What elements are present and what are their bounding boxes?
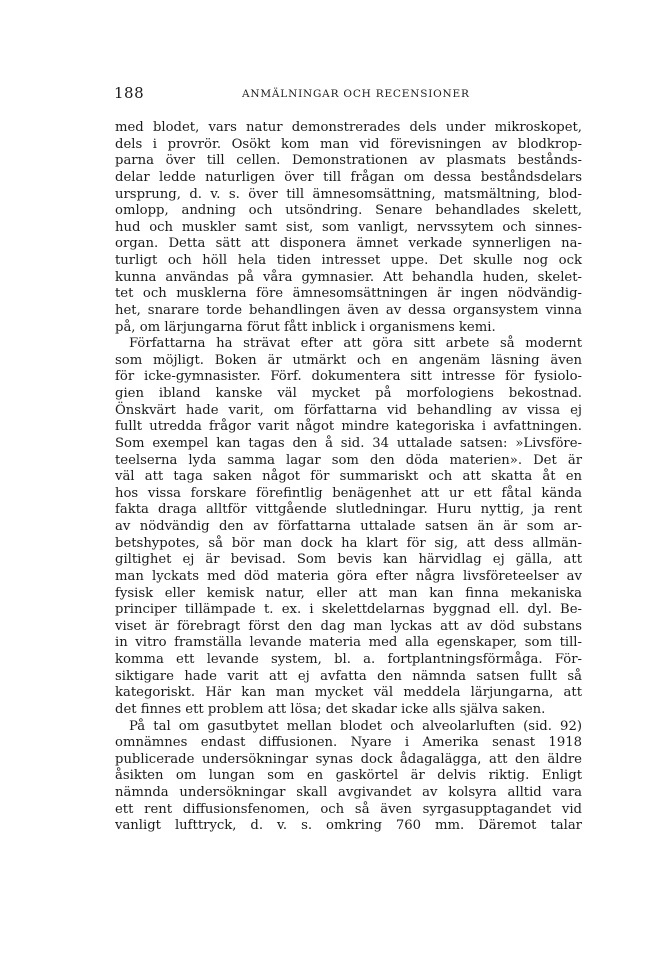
text-line: med blodet, vars natur demonstrerades dels under mikroskopet, xyxy=(115,120,582,135)
text-line: av nödvändig den av författarna uttalade satsen än är som ar- xyxy=(115,519,582,534)
text-line: delar ledde naturligen över till frågan om dessa beståndsdelars xyxy=(115,169,582,185)
text-line: giltighet ej är bevisad. Som bevis kan härvidlag ej gälla, att xyxy=(115,552,582,568)
page-body xyxy=(115,120,582,835)
text-line: kategoriskt. Här kan man mycket väl meddela lärjungarna, att xyxy=(115,685,582,701)
text-line: gien ibland kanske väl mycket på morfologiens bekostnad. xyxy=(115,386,582,401)
text-line: organ. Detta sätt att disponera ämnet verkade synnerligen na- xyxy=(115,236,582,252)
text-line: åsikten om lungan som en gaskörtel är delvis riktig. Enligt xyxy=(115,768,582,784)
text-line: parna över till cellen. Demonstrationen av plasmats bestånds- xyxy=(115,153,582,169)
text-line: ursprung, d. v. s. över till ämnesomsättning, matsmältning, blod- xyxy=(115,186,582,202)
paragraph-last-line: på, om lärjungarna förut fått inblick i organismens kemi. xyxy=(115,319,496,335)
paragraph-first-line: På tal om gasutbytet mellan blodet och alveolarluften (sid. 92) xyxy=(129,718,582,734)
text-line: hos vissa forskare förefintlig benägenhet att ur ett fåtal kända xyxy=(115,485,582,501)
paragraph-first-line: Författarna ha strävat efter att göra sitt arbete så modernt xyxy=(129,336,582,352)
text-line: fysisk eller kemisk natur, eller att man kan finna mekaniska xyxy=(115,585,582,601)
text-line: omnämnes endast diffusionen. Nyare i Amerika senast 1918 xyxy=(115,735,582,751)
text-line: teelserna lyda samma lagar som den döda materien». Det är xyxy=(115,452,582,468)
text-line: som möjligt. Boken är utmärkt och en angenäm läsning även xyxy=(115,352,582,368)
text-line: betshypotes, så bör man dock ha klart för sig, att dess allmän- xyxy=(115,535,582,551)
text-line: publicerade undersökningar synas dock ådagalägga, att den äldre xyxy=(115,751,582,767)
text-line: fakta draga alltför vittgående slutledningar. Huru nyttig, ja rent xyxy=(115,502,582,518)
text-line: ett rent diffusionsfenomen, och så även syrgasupptagandet vid xyxy=(115,801,582,817)
text-line: nämnda undersökningar skall avgivandet av kolsyra alltid vara xyxy=(115,785,582,800)
text-line: fullt utredda frågor varit något mindre kategoriska i avfattningen. xyxy=(115,419,582,435)
text-line: dels i provrör. Osökt kom man vid förevisningen av blodkrop- xyxy=(115,136,582,152)
text-line: kunna användas på våra gymnasier. Att behandla huden, skelet- xyxy=(115,269,582,285)
page-number: 188 xyxy=(114,84,145,102)
text-line: för icke-gymnasister. Förf. dokumentera sitt intresse för fysiolo- xyxy=(115,369,582,385)
text-line: vanligt lufttryck, d. v. s. omkring 760 mm. Däremot talar xyxy=(115,818,582,834)
paragraph-last-line: det finnes ett problem att lösa; det skadar icke alls själva saken. xyxy=(115,701,546,717)
text-line: komma ett levande system, bl. a. fortplantningsförmåga. För- xyxy=(115,652,582,667)
text-line: in vitro framställa levande materia med alla egenskaper, som till- xyxy=(115,635,582,651)
text-line: tet och musklerna före ämnesomsättningen är ingen nödvändig- xyxy=(115,286,582,302)
text-line: Önskvärt hade varit, om författarna vid behandling av vissa ej xyxy=(115,402,582,418)
text-line: principer tillämpade t. ex. i skelettdelarnas byggnad ell. dyl. Be- xyxy=(115,602,582,618)
text-line: man lyckats med död materia göra efter några livsföreteelser av xyxy=(115,568,582,584)
page-header xyxy=(114,84,584,104)
running-title: ANMÄLNINGAR OCH RECENSIONER xyxy=(242,88,470,100)
text-line: Som exempel kan tagas den å sid. 34 uttalade satsen: »Livsföre- xyxy=(115,435,582,451)
text-line: turligt och höll hela tiden intresset uppe. Det skulle nog ock xyxy=(115,253,582,268)
text-line: väl att taga saken något för summariskt och att skatta åt en xyxy=(115,469,582,485)
text-line: omlopp, andning och utsöndring. Senare behandlades skelett, xyxy=(115,203,582,219)
text-line: viset är förebragt först den dag man lyckas att av död substans xyxy=(115,618,582,634)
text-line: het, snarare torde behandlingen även av dessa organsystem vinna xyxy=(115,302,582,318)
text-line: hud och muskler samt sist, som vanligt, nervssytem och sinnes- xyxy=(115,219,582,235)
text-line: siktigare hade varit att ej avfatta den nämnda satsen fullt så xyxy=(115,668,582,684)
